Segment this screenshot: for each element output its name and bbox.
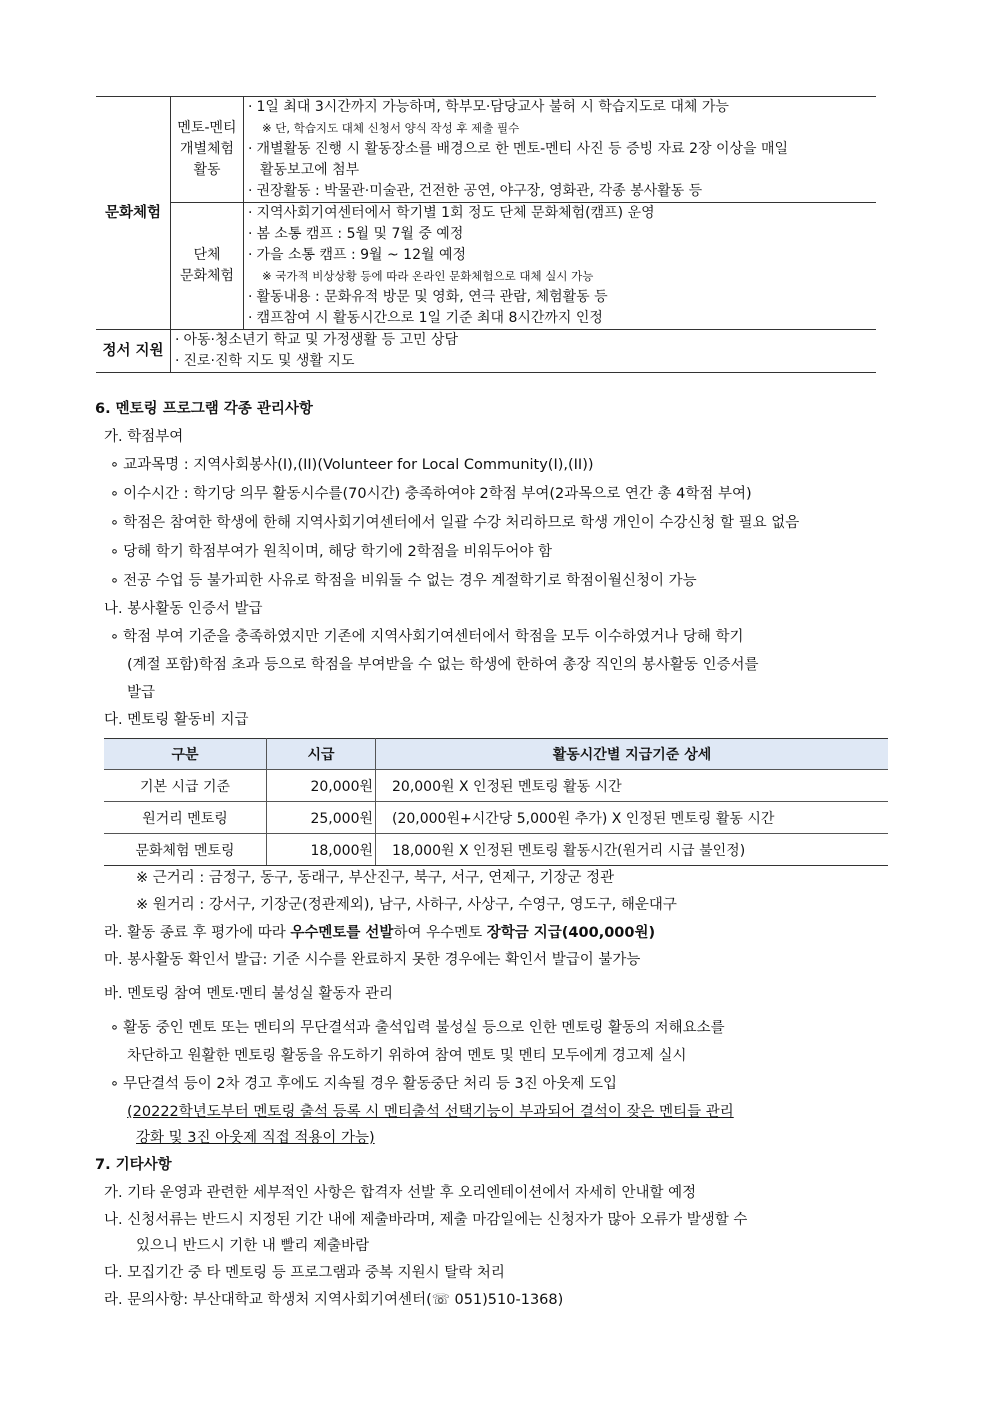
ba-line-underlined: (20222학년도부터 멘토링 출석 등록 시 멘티출석 선택기능이 부과되어 결석이 잦은 멘티들 관리 <box>127 1104 734 1120</box>
group-content <box>244 203 877 330</box>
section6-ra <box>104 921 655 942</box>
pay-cell: (20,000원+시간당 5,000원 추가) X 인정된 멘토링 활동 시간 <box>376 802 889 834</box>
section6-ga: 가. 학점부여 <box>104 429 184 445</box>
section6-title: 6. 멘토링 프로그램 각종 관리사항 <box>95 401 313 417</box>
category-emotion: 정서 지원 <box>96 330 171 373</box>
ra-text: 라. 활동 종료 후 평가에 따라 <box>104 925 291 941</box>
ra-bold: 우수멘토를 선발 <box>290 925 394 941</box>
individual-note: ※ 단, 학습지도 대체 신청서 양식 작성 후 제출 필수 <box>262 121 520 135</box>
emotion-item: · 아동·청소년기 학교 및 가정생활 등 고민 상담 <box>175 330 872 351</box>
ba-line-underlined: 강화 및 3진 아웃제 직접 적용이 가능) <box>136 1130 375 1146</box>
individual-item: · 권장활동 : 박물관·미술관, 건전한 공연, 야구장, 영화관, 각종 봉사활동 등 <box>248 181 872 202</box>
na-line: 발급 <box>127 685 156 701</box>
pay-cell: 18,000원 <box>267 834 376 866</box>
pay-cell: 20,000원 <box>267 770 376 802</box>
subcategory-group: 단체 문화체험 <box>171 203 244 330</box>
emotion-item: · 진로·진학 지도 및 생활 지도 <box>175 351 872 372</box>
group-item: · 활동내용 : 문화유적 방문 및 영화, 연극 관람, 체험활동 등 <box>248 287 872 308</box>
near-note: ※ 근거리 : 금정구, 동구, 동래구, 부산진구, 북구, 서구, 연제구, 기장군 정관 <box>136 870 615 886</box>
group-item: · 지역사회기여센터에서 학기별 1회 정도 단체 문화체험(캠프) 운영 <box>248 203 872 224</box>
pay-header: 시급 <box>267 739 376 770</box>
group-item: · 캠프참여 시 활동시간으로 1일 기준 최대 8시간까지 인정 <box>248 308 872 329</box>
group-note: ※ 국가적 비상상황 등에 따라 온라인 문화체험으로 대체 실시 가능 <box>262 269 594 283</box>
pay-cell: 25,000원 <box>267 802 376 834</box>
ga-item: ∘ 이수시간 : 학기당 의무 활동시수를(70시간) 충족하여야 2학점 부여(2과목으로 연간 총 4학점 부여) <box>110 482 752 503</box>
table-row <box>104 770 888 802</box>
ga-item: ∘ 전공 수업 등 불가피한 사유로 학점을 비워둘 수 없는 경우 계절학기로 학점이월신청이 가능 <box>110 569 697 590</box>
pay-cell: 문화체험 멘토링 <box>104 834 267 866</box>
section7-item: 라. 문의사항: 부산대학교 학생처 지역사회기여센터(☏ 051)510-1368) <box>104 1292 564 1308</box>
na-line: ∘ 학점 부여 기준을 충족하였지만 기존에 지역사회기여센터에서 학점을 모두 이수하였거나 당해 학기 <box>110 625 743 646</box>
far-note: ※ 원거리 : 강서구, 기장군(정관제외), 남구, 사하구, 사상구, 수영구, 영도구, 해운대구 <box>136 897 677 913</box>
pay-cell: 20,000원 X 인정된 멘토링 활동 시간 <box>376 770 889 802</box>
na-line: (계절 포함)학점 초과 등으로 학점을 부여받을 수 없는 학생에 한하여 총장 직인의 봉사활동 인증서를 <box>127 657 759 673</box>
category-culture: 문화체험 <box>96 97 171 330</box>
pay-header: 구분 <box>104 739 267 770</box>
ra-text: 하여 우수멘토 <box>393 925 487 941</box>
section7-item-cont: 있으니 반드시 기한 내 빨리 제출바람 <box>136 1238 370 1254</box>
ba-line: ∘ 무단결석 등이 2차 경고 후에도 지속될 경우 활동중단 처리 등 3진 아웃제 도입 <box>110 1072 617 1093</box>
section7-item: 나. 신청서류는 반드시 지정된 기간 내에 제출바라며, 제출 마감일에는 신청자가 많아 오류가 발생할 수 <box>104 1212 748 1228</box>
section6-ba: 바. 멘토링 참여 멘토·멘티 불성실 활동자 관리 <box>104 986 393 1002</box>
individual-item-cont: 활동보고에 첨부 <box>260 162 360 178</box>
pay-table <box>104 738 888 866</box>
activity-table <box>96 96 876 373</box>
ba-line: 차단하고 원활한 멘토링 활동을 유도하기 위하여 참여 멘토 및 멘티 모두에게 경고제 실시 <box>127 1048 687 1064</box>
section7-item: 가. 기타 운영과 관련한 세부적인 사항은 합격자 선발 후 오리엔테이션에서 자세히 안내할 예정 <box>104 1185 697 1201</box>
section6-da: 다. 멘토링 활동비 지급 <box>104 712 249 728</box>
ra-bold: 장학금 지급(400,000원) <box>486 925 656 941</box>
pay-header: 활동시간별 지급기준 상세 <box>376 739 889 770</box>
section6-na: 나. 봉사활동 인증서 발급 <box>104 601 263 617</box>
section7-item: 다. 모집기간 중 타 멘토링 등 프로그램과 중복 지원시 탈락 처리 <box>104 1265 505 1281</box>
table-row <box>104 802 888 834</box>
pay-cell: 기본 시급 기준 <box>104 770 267 802</box>
section7-title: 7. 기타사항 <box>95 1157 172 1173</box>
ga-item: ∘ 학점은 참여한 학생에 한해 지역사회기여센터에서 일괄 수강 처리하므로 학생 개인이 수강신청 할 필요 없음 <box>110 511 799 532</box>
group-item: · 봄 소통 캠프 : 5월 및 7월 중 예정 <box>248 224 872 245</box>
table-row <box>104 834 888 866</box>
individual-item: · 1일 최대 3시간까지 가능하며, 학부모·담당교사 불허 시 학습지도로 대체 가능 <box>248 97 872 118</box>
individual-content <box>244 97 877 203</box>
emotion-content <box>171 330 877 373</box>
individual-item: · 개별활동 진행 시 활동장소를 배경으로 한 멘토-멘티 사진 등 증빙 자료 2장 이상을 매일 <box>248 139 872 160</box>
group-item: · 가을 소통 캠프 : 9월 ~ 12월 예정 <box>248 245 872 266</box>
ga-item: ∘ 당해 학기 학점부여가 원칙이며, 해당 학기에 2학점을 비워두어야 함 <box>110 540 552 561</box>
pay-cell: 18,000원 X 인정된 멘토링 활동시간(원거리 시급 불인정) <box>376 834 889 866</box>
ga-item: ∘ 교과목명 : 지역사회봉사(I),(II)(Volunteer for Local Community(I),(II)) <box>110 453 594 474</box>
pay-cell: 원거리 멘토링 <box>104 802 267 834</box>
ba-line: ∘ 활동 중인 멘토 또는 멘티의 무단결석과 출석입력 불성실 등으로 인한 멘토링 활동의 저해요소를 <box>110 1016 725 1037</box>
subcategory-individual: 멘토-멘티 개별체험 활동 <box>171 97 244 203</box>
section6-ma: 마. 봉사활동 확인서 발급: 기준 시수를 완료하지 못한 경우에는 확인서 발급이 불가능 <box>104 952 641 968</box>
